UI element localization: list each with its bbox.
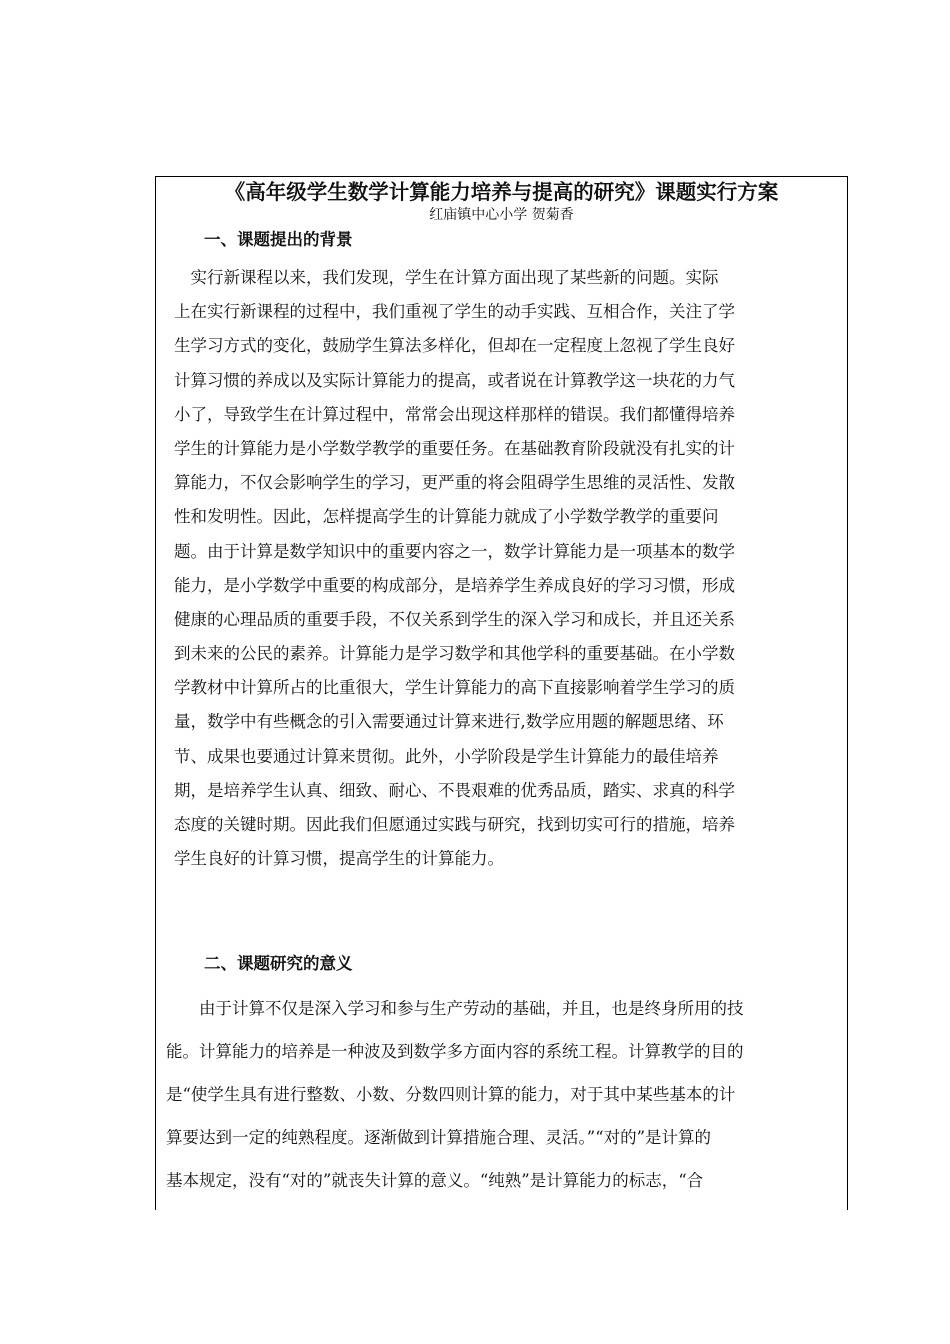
section1-body [174, 261, 834, 876]
body-line: 学生良好的计算习惯，提高学生的计算能力。 [174, 849, 504, 869]
body-line: 生学习方式的变化，鼓励学生算法多样化，但却在一定程度上忽视了学生良好 [174, 336, 735, 356]
document-frame [155, 176, 848, 1210]
body-line: 能。计算能力的培养是一种波及到数学多方面内容的系统工程。计算教学的目的 [166, 1042, 744, 1061]
body-line: 健康的心理品质的重要手段，不仅关系到学生的深入学习和成长，并且还关系 [174, 609, 735, 629]
document-author: 红庙镇中心小学 贺菊香 [429, 207, 574, 223]
body-line: 态度的关键时期。因此我们但愿通过实践与研究，找到切实可行的措施，培养 [174, 815, 735, 834]
body-line: 由于计算不仅是深入学习和参与生产劳动的基础，并且，也是终身所用的技 [166, 999, 744, 1018]
body-line: 到未来的公民的素养。计算能力是学习数学和其他学科的重要基础。在小学数 [174, 644, 735, 664]
body-line: 小了，导致学生在计算过程中，常常会出现这样那样的错误。我们都懂得培养 [174, 404, 735, 424]
body-line: 实行新课程以来，我们发现，学生在计算方面出现了某些新的问题。实际 [174, 268, 719, 287]
body-line: 算能力，不仅会影响学生的学习，更严重的将会阻碍学生思维的灵活性、发散 [174, 473, 735, 493]
body-line: 能力，是小学数学中重要的构成部分，是培养学生养成良好的学习习惯，形成 [174, 575, 735, 595]
body-line: 上在实行新课程的过程中，我们重视了学生的动手实践、互相合作，关注了学 [174, 302, 735, 322]
body-line: 学生的计算能力是小学数学教学的重要任务。在基础教育阶段就没有扎实的计 [174, 438, 735, 458]
body-line: 算要达到一定的纯熟程度。逐渐做到计算措施合理、灵活。”“对的”是计算的 [166, 1128, 712, 1147]
body-line: 量，数学中有些概念的引入需要通过计算来进行,数学应用题的解题思绪、环 [174, 712, 724, 732]
body-line: 性和发明性。因此，怎样提高学生的计算能力就成了小学数学教学的重要问 [174, 507, 719, 527]
body-line: 计算习惯的养成以及实际计算能力的提高，或者说在计算教学这一块花的力气 [174, 370, 735, 390]
body-line: 节、成果也要通过计算来贯彻。此外，小学阶段是学生计算能力的最佳培养 [174, 746, 719, 766]
section1-heading: 一、课题提出的背景 [204, 230, 353, 249]
body-line: 题。由于计算是数学知识中的重要内容之一，数学计算能力是一项基本的数学 [174, 541, 735, 561]
body-line: 是“使学生具有进行整数、小数、分数四则计算的能力，对于其中某些基本的计 [166, 1085, 736, 1104]
body-line: 基本规定，没有“对的”就丧失计算的意义。“纯熟”是计算能力的标志，“合 [166, 1171, 704, 1190]
section2-heading: 二、课题研究的意义 [204, 954, 353, 973]
body-line: 期，是培养学生认真、细致、耐心、不畏艰难的优秀品质，踏实、求真的科学 [174, 780, 735, 800]
section2-body [166, 987, 841, 1202]
body-line: 学教材中计算所占的比重很大，学生计算能力的高下直接影响着学生学习的质 [174, 678, 735, 698]
document-title: 《高年级学生数学计算能力培养与提高的研究》课题实行方案 [224, 180, 779, 204]
